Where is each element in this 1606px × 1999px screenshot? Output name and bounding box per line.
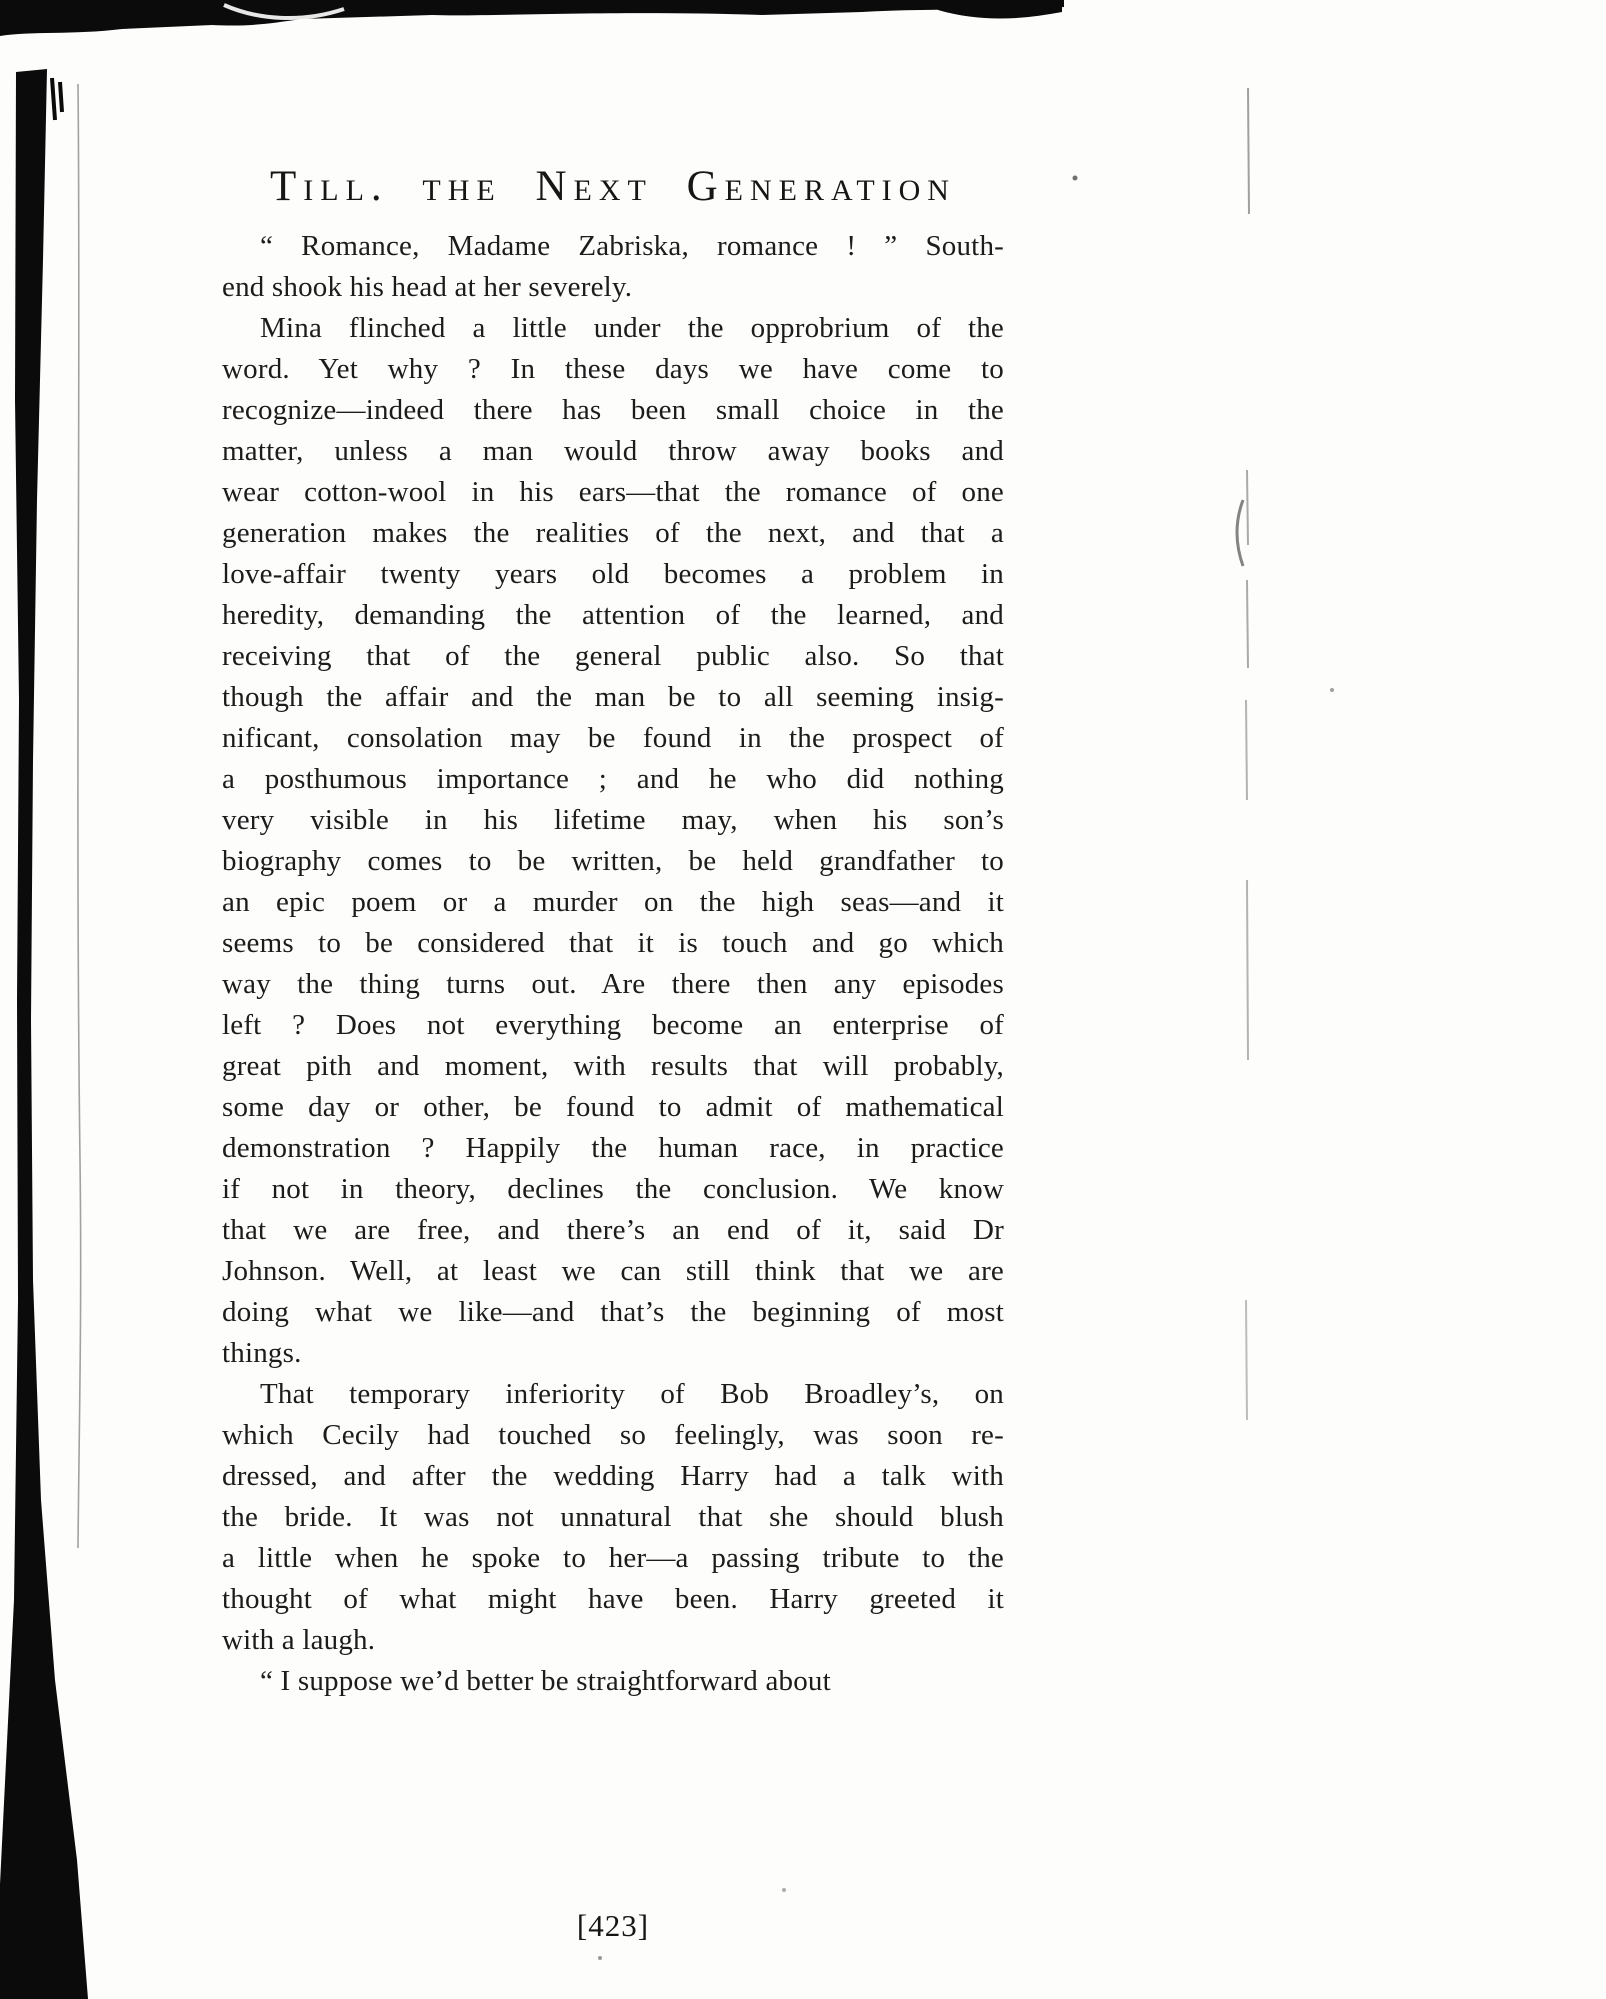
left-bar-hook [52,78,62,120]
text-line: if not in theory, declines the conclusion. We know [222,1173,1004,1205]
right-margin-dash-3 [1247,580,1248,668]
text-line: though the affair and the man be to all seeming insig- [222,681,1004,713]
text-line: some day or other, be found to admit of mathematical [222,1091,1004,1123]
text-line: love-affair twenty years old becomes a problem in [222,558,1004,590]
speckle-dot-3 [598,1956,602,1960]
right-margin-dash-5 [1247,880,1248,1060]
text-line: matter, unless a man would throw away books and [222,435,1004,467]
top-edge-scan-band [0,0,1064,36]
text-line: That temporary inferiority of Bob Broadley’s, on [260,1378,1004,1410]
top-band-bump [938,6,1062,19]
text-line: recognize—indeed there has been small choice in the [222,394,1004,426]
text-line: dressed, and after the wedding Harry had a talk with [222,1460,1004,1492]
text-line: a little when he spoke to her—a passing tribute to the [222,1542,1004,1574]
text-line: nificant, consolation may be found in the prospect of [222,722,1004,754]
text-line: doing what we like—and that’s the beginning of most [222,1296,1004,1328]
text-line: left ? Does not everything become an enterprise of [222,1009,1004,1041]
text-line: word. Yet why ? In these days we have come to [222,353,1004,385]
text-line: “ Romance, Madame Zabriska, romance ! ” South- [260,230,1004,262]
scanned-book-page [222,162,1004,1702]
speckle-dot-4 [782,1888,786,1892]
text-line: which Cecily had touched so feelingly, was soon re- [222,1419,1004,1451]
right-margin-paren-mark [1237,500,1243,566]
text-line: Mina flinched a little under the opprobrium of the [260,312,1004,344]
paragraph [222,308,1004,1374]
text-line: that we are free, and there’s an end of it, said Dr [222,1214,1004,1246]
top-band-wrinkle [224,5,344,18]
text-line: a posthumous importance ; and he who did nothing [222,763,1004,795]
text-line: demonstration ? Happily the human race, in practice [222,1132,1004,1164]
speckle-dot-1 [1073,176,1078,181]
text-line: an epic poem or a murder on the high seas—and it [222,886,1004,918]
page-number: [423] [576,1908,650,1943]
text-line: great pith and moment, with results that will probably, [222,1050,1004,1082]
text-line: Johnson. Well, at least we can still think that we are [222,1255,1004,1287]
paragraph [222,1661,1004,1702]
right-margin-dash-1 [1248,88,1249,214]
text-line: receiving that of the general public also. So that [222,640,1004,672]
body-text [222,226,1004,1702]
speckle-dot-2 [1330,688,1334,692]
right-margin-dash-2 [1247,470,1248,545]
text-line: things. [222,1337,302,1369]
text-line: with a laugh. [222,1624,376,1656]
paragraph [222,1374,1004,1661]
page-title: Till. the Next Generation [270,163,956,210]
text-line: the bride. It was not unnatural that she should blush [222,1501,1004,1533]
left-edge-scan-bar [0,69,88,1999]
left-crease-hairline [78,84,81,1548]
right-margin-dash-4 [1246,700,1247,800]
text-line: thought of what might have been. Harry greeted it [222,1583,1004,1615]
right-margin-dash-6 [1246,1300,1247,1420]
text-line: way the thing turns out. Are there then any episodes [222,968,1004,1000]
text-line: generation makes the realities of the next, and that a [222,517,1004,549]
text-line: wear cotton-wool in his ears—that the romance of one [222,476,1004,508]
paragraph [222,226,1004,308]
text-line: end shook his head at her severely. [222,271,633,303]
text-line: seems to be considered that it is touch and go which [222,927,1004,959]
text-line: very visible in his lifetime may, when his son’s [222,804,1004,836]
text-line: heredity, demanding the attention of the learned, and [222,599,1004,631]
text-line: biography comes to be written, be held grandfather to [222,845,1004,877]
text-line: “ I suppose we’d better be straightforward about [260,1665,831,1697]
